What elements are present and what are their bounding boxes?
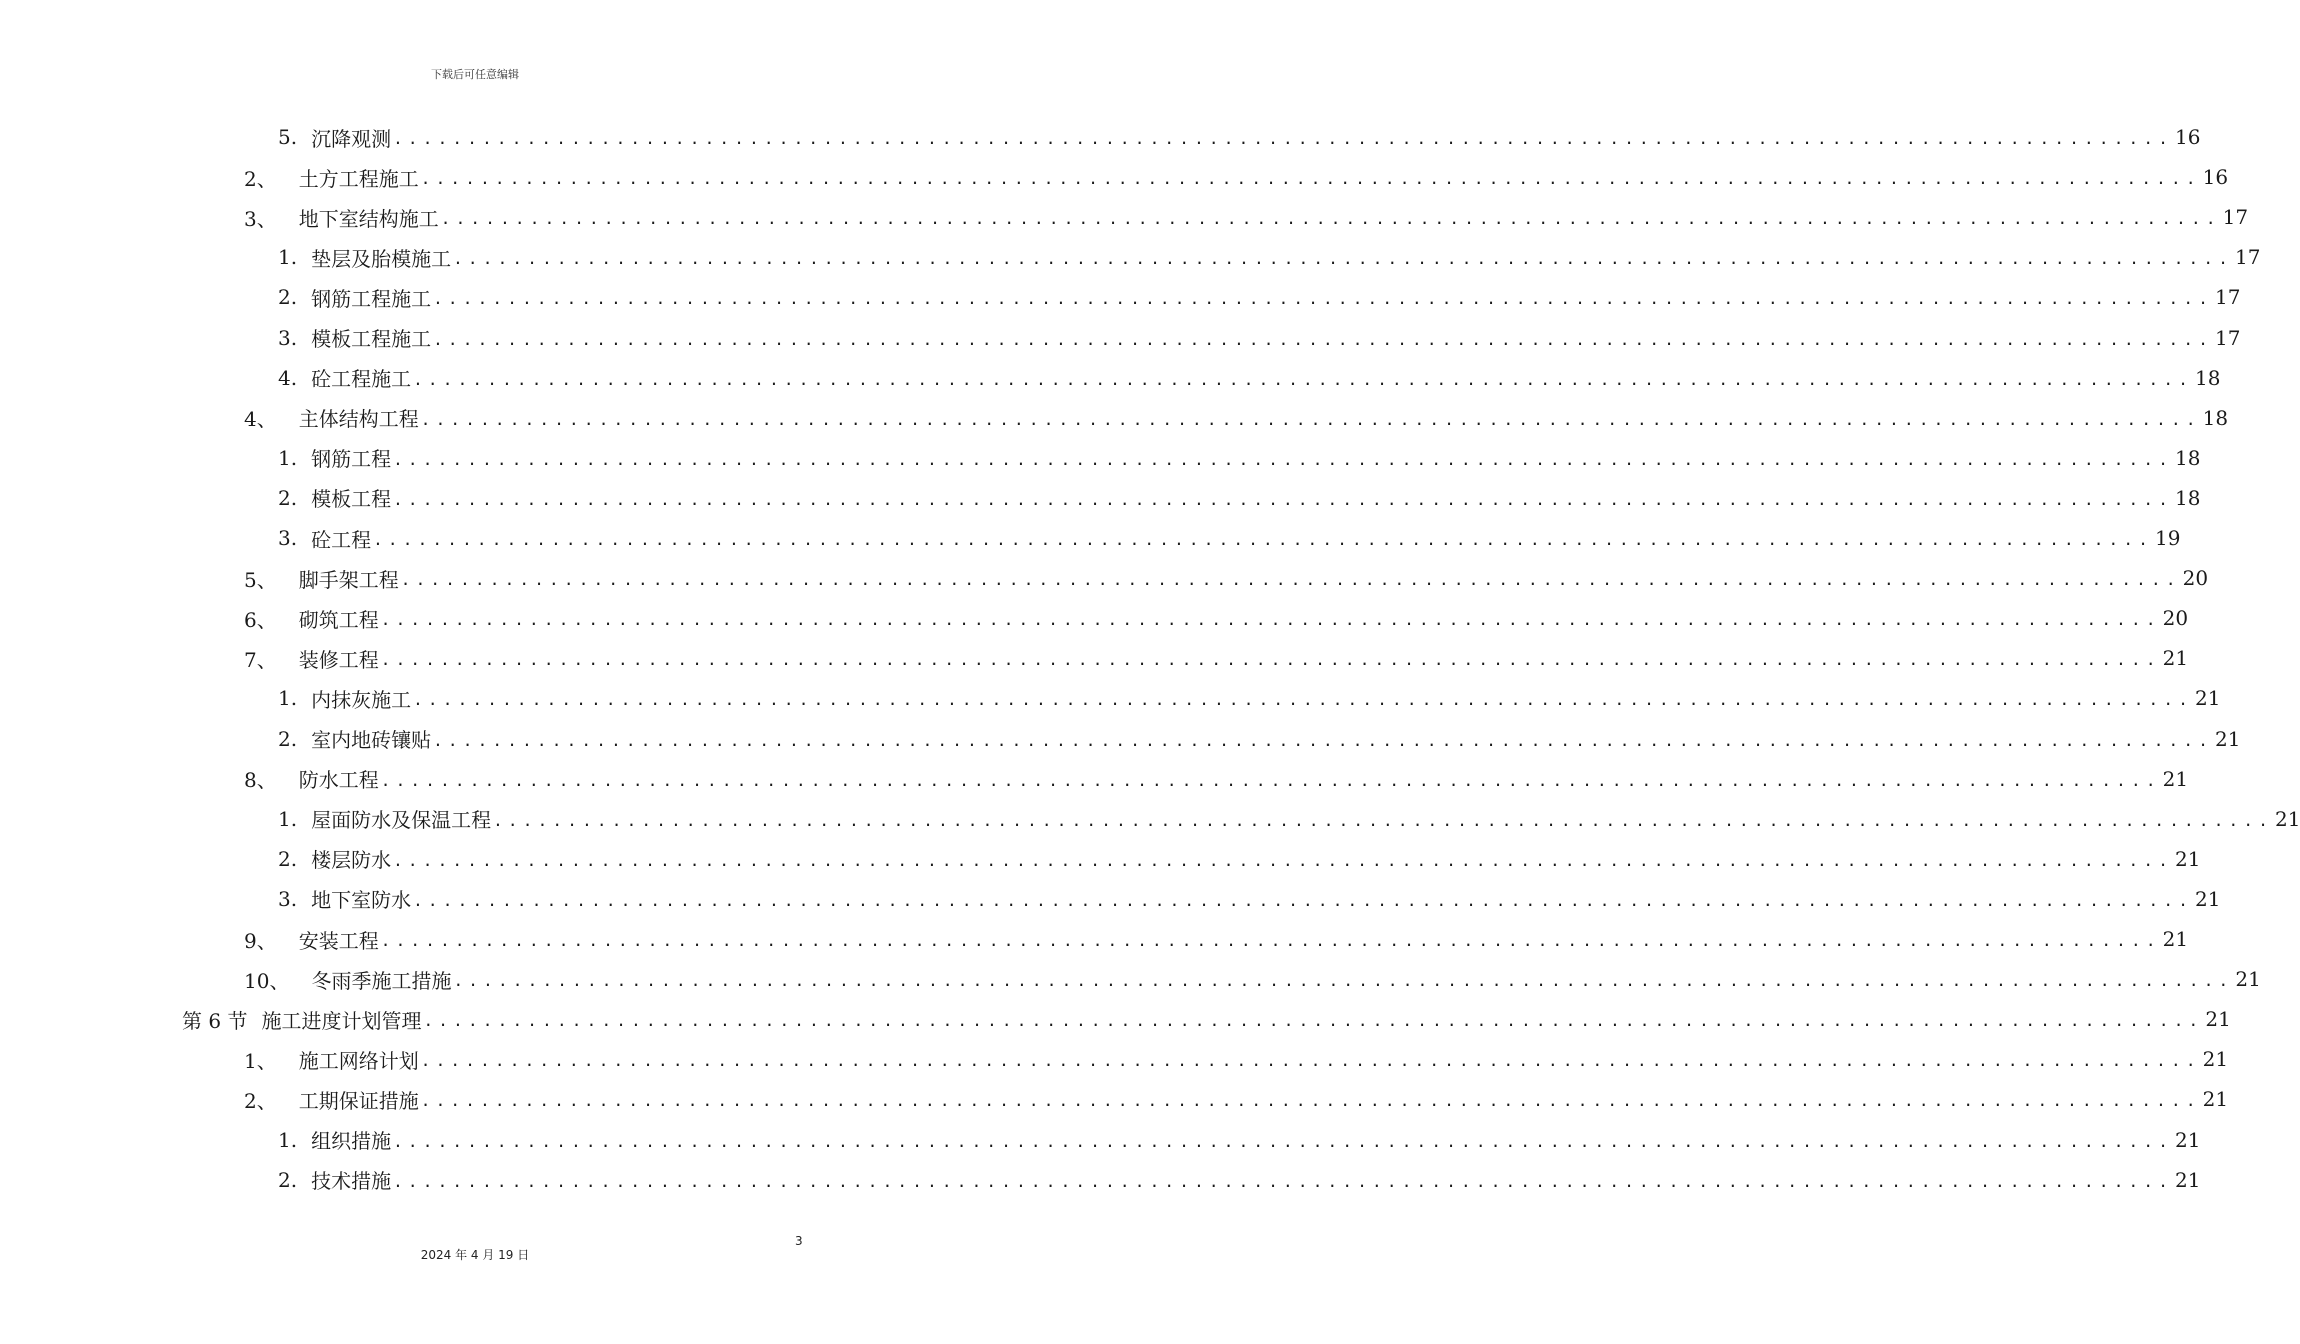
- toc-entry-title: 脚手架工程: [298, 567, 399, 592]
- toc-entry-number: 1.: [278, 686, 298, 711]
- toc-leader-dots: ........................................................................................................................: [440, 209, 2221, 229]
- toc-entry-number: 4.: [278, 365, 298, 390]
- toc-entry-page: 21: [2175, 1167, 2201, 1192]
- toc-leader-dots: ........................................................................................................................: [493, 810, 2274, 830]
- toc-entry-page: 21: [2235, 967, 2261, 992]
- toc-entry[interactable]: [244, 601, 2189, 635]
- toc-entry-number: 2、: [244, 166, 277, 191]
- toc-entry[interactable]: [244, 1082, 2229, 1116]
- toc-leader-dots: ........................................................................................................................: [420, 169, 2201, 189]
- toc-entry[interactable]: [278, 722, 2241, 756]
- toc-entry-number: 3.: [278, 526, 298, 550]
- toc-entry-page: 21: [2162, 766, 2189, 791]
- toc-entry-page: 16: [2202, 165, 2229, 190]
- toc-entry[interactable]: [278, 842, 2201, 876]
- toc-entry-page: 21: [2195, 686, 2221, 711]
- toc-leader-dots: ........................................................................................................................: [453, 971, 2234, 991]
- toc-entry-number: 5、: [244, 567, 277, 592]
- toc-entry-title: 地下室结构施工: [298, 206, 439, 231]
- toc-entry-number: 1、: [244, 1048, 277, 1073]
- toc-entry-title: 土方工程施工: [298, 166, 419, 191]
- toc-entry-page: 18: [2195, 365, 2221, 390]
- toc-leader-dots: ........................................................................................................................: [393, 129, 2174, 148]
- toc-leader-dots: ........................................................................................................................: [433, 329, 2214, 349]
- toc-entry[interactable]: [278, 120, 2201, 154]
- toc-entry-number: 8、: [244, 768, 277, 793]
- toc-entry-page: 20: [2162, 606, 2189, 631]
- toc-leader-dots: ........................................................................................................................: [420, 1091, 2201, 1111]
- toc-entry-page: 21: [2175, 846, 2201, 871]
- toc-entry-title: 室内地砖镶贴: [311, 728, 432, 752]
- toc-entry-page: 21: [2205, 1007, 2231, 1032]
- toc-entry[interactable]: [244, 762, 2189, 796]
- toc-entry[interactable]: [278, 321, 2241, 355]
- toc-leader-dots: ........................................................................................................................: [393, 449, 2174, 469]
- toc-entry-title: 砼工程: [311, 527, 372, 552]
- toc-entry[interactable]: [278, 681, 2221, 715]
- toc-entry-title: 钢筋工程: [311, 447, 392, 472]
- toc-entry-page: 18: [2202, 405, 2229, 430]
- toc-entry[interactable]: [278, 802, 2300, 836]
- toc-entry-page: 21: [2275, 806, 2300, 831]
- toc-leader-dots: ........................................................................................................................: [380, 650, 2161, 670]
- toc-entry-number: 2.: [278, 726, 298, 751]
- toc-entry-title: 模板工程施工: [311, 327, 432, 351]
- toc-entry-title: 装修工程: [298, 647, 379, 672]
- toc-leader-dots: ........................................................................................................................: [380, 770, 2161, 790]
- toc-leader-dots: ........................................................................................................................: [433, 730, 2214, 750]
- toc-entry[interactable]: [182, 1002, 2231, 1036]
- toc-leader-dots: ........................................................................................................................: [413, 890, 2194, 910]
- toc-entry-number: 3、: [244, 206, 277, 231]
- toc-entry-page: 17: [2222, 205, 2249, 230]
- toc-leader-dots: ........................................................................................................................: [453, 249, 2234, 269]
- toc-entry[interactable]: [244, 401, 2229, 435]
- toc-entry-title: 冬雨季施工措施: [311, 968, 452, 993]
- toc-entry-number: 10、: [244, 968, 290, 993]
- toc-entry-page: 21: [2202, 1047, 2229, 1072]
- toc-entry-page: 21: [2162, 646, 2189, 671]
- toc-leader-dots: ........................................................................................................................: [423, 1011, 2204, 1031]
- toc-entry-number: 1.: [278, 806, 298, 831]
- toc-entry-title: 技术措施: [311, 1169, 392, 1194]
- toc-entry-number: 1.: [278, 1127, 298, 1152]
- toc-entry-page: 21: [2162, 927, 2189, 951]
- toc-entry-title: 屋面防水及保温工程: [311, 808, 492, 833]
- toc-entry[interactable]: [278, 1163, 2201, 1197]
- toc-entry-number: 3.: [278, 325, 298, 350]
- toc-entry-title: 楼层防水: [311, 848, 392, 873]
- toc-entry-number: 1.: [278, 245, 298, 270]
- toc-entry[interactable]: [278, 1123, 2201, 1157]
- toc-entry-title: 垫层及胎模施工: [311, 246, 452, 271]
- toc-entry-page: 21: [2202, 1087, 2229, 1112]
- page-number: 3: [795, 1234, 803, 1248]
- toc-entry-number: 9、: [244, 928, 277, 953]
- toc-entry[interactable]: [244, 561, 2209, 595]
- footer-date: 2024 年 4 月 19 日: [420, 1248, 530, 1262]
- toc-leader-dots: ........................................................................................................................: [393, 1131, 2174, 1151]
- toc-leader-dots: ........................................................................................................................: [393, 850, 2174, 870]
- toc-entry-title: 施工进度计划管理: [261, 1008, 422, 1033]
- toc-entry[interactable]: [278, 521, 2181, 555]
- toc-leader-dots: ........................................................................................................................: [393, 1171, 2174, 1191]
- toc-entry-page: 21: [2175, 1127, 2201, 1152]
- toc-leader-dots: ........................................................................................................................: [393, 489, 2174, 509]
- toc-entry-page: 16: [2175, 125, 2201, 149]
- toc-leader-dots: ........................................................................................................................: [433, 289, 2214, 309]
- toc-entry[interactable]: [278, 882, 2221, 916]
- toc-entry-title: 模板工程: [311, 487, 392, 512]
- toc-entry[interactable]: [244, 200, 2249, 234]
- toc-entry-number: 4、: [244, 407, 277, 432]
- toc-entry-number: 2.: [278, 1167, 298, 1192]
- toc-entry-title: 主体结构工程: [298, 407, 419, 432]
- toc-leader-dots: ........................................................................................................................: [420, 409, 2201, 429]
- toc-entry-number: 5.: [278, 125, 298, 149]
- toc-entry-title: 工期保证措施: [298, 1088, 419, 1113]
- toc-entry-page: 17: [2215, 285, 2241, 310]
- toc-entry[interactable]: [278, 240, 2261, 274]
- toc-entry-page: 17: [2215, 325, 2241, 350]
- toc-entry[interactable]: [244, 1042, 2229, 1076]
- toc-entry-page: 17: [2235, 245, 2261, 270]
- toc-leader-dots: ........................................................................................................................: [373, 530, 2154, 549]
- toc-entry-page: 20: [2182, 566, 2209, 591]
- toc-entry-title: 施工网络计划: [298, 1048, 419, 1073]
- toc-entry-title: 砌筑工程: [298, 607, 379, 632]
- toc-entry[interactable]: [244, 962, 2261, 996]
- toc-entry-number: 7、: [244, 647, 277, 672]
- toc-entry-number: 1.: [278, 445, 298, 470]
- toc-entry-title: 钢筋工程施工: [311, 286, 432, 311]
- toc-entry-title: 安装工程: [298, 928, 379, 953]
- toc-leader-dots: ........................................................................................................................: [420, 1051, 2201, 1071]
- toc-leader-dots: ........................................................................................................................: [380, 610, 2161, 630]
- toc-entry-title: 砼工程施工: [311, 367, 412, 392]
- toc-entry-number: 2.: [278, 485, 298, 510]
- toc-entry-page: 21: [2215, 726, 2241, 751]
- toc-entry-page: 18: [2175, 445, 2201, 470]
- toc-entry-page: 21: [2195, 886, 2221, 911]
- toc-entry-page: 18: [2175, 485, 2201, 510]
- toc-entry-title: 组织措施: [311, 1129, 392, 1153]
- toc-entry-title: 沉降观测: [311, 126, 392, 151]
- toc-entry[interactable]: [244, 160, 2229, 194]
- toc-entry[interactable]: [278, 280, 2241, 314]
- toc-entry[interactable]: [278, 361, 2221, 395]
- toc-leader-dots: ........................................................................................................................: [413, 690, 2194, 710]
- toc-entry-number: 2.: [278, 846, 298, 871]
- toc-entry-title: 地下室防水: [311, 888, 412, 913]
- toc-leader-dots: ........................................................................................................................: [413, 369, 2194, 389]
- toc-entry[interactable]: [244, 922, 2189, 956]
- toc-entry[interactable]: [278, 481, 2201, 515]
- toc-entry[interactable]: [278, 441, 2201, 475]
- toc-entry-title: 防水工程: [298, 768, 379, 793]
- toc-entry-title: 内抹灰施工: [311, 687, 412, 712]
- header-note: 下载后可任意编辑: [431, 68, 519, 81]
- toc-leader-dots: ........................................................................................................................: [380, 931, 2161, 950]
- toc-entry-number: 6、: [244, 607, 277, 632]
- toc-entry-page: 19: [2155, 526, 2181, 550]
- toc-entry-number: 第 6 节: [182, 1008, 248, 1033]
- toc-entry-number: 2.: [278, 285, 298, 310]
- toc-entry-number: 3.: [278, 886, 298, 911]
- toc-entry-number: 2、: [244, 1088, 277, 1113]
- toc-entry[interactable]: [244, 641, 2189, 675]
- toc-leader-dots: ........................................................................................................................: [400, 570, 2181, 590]
